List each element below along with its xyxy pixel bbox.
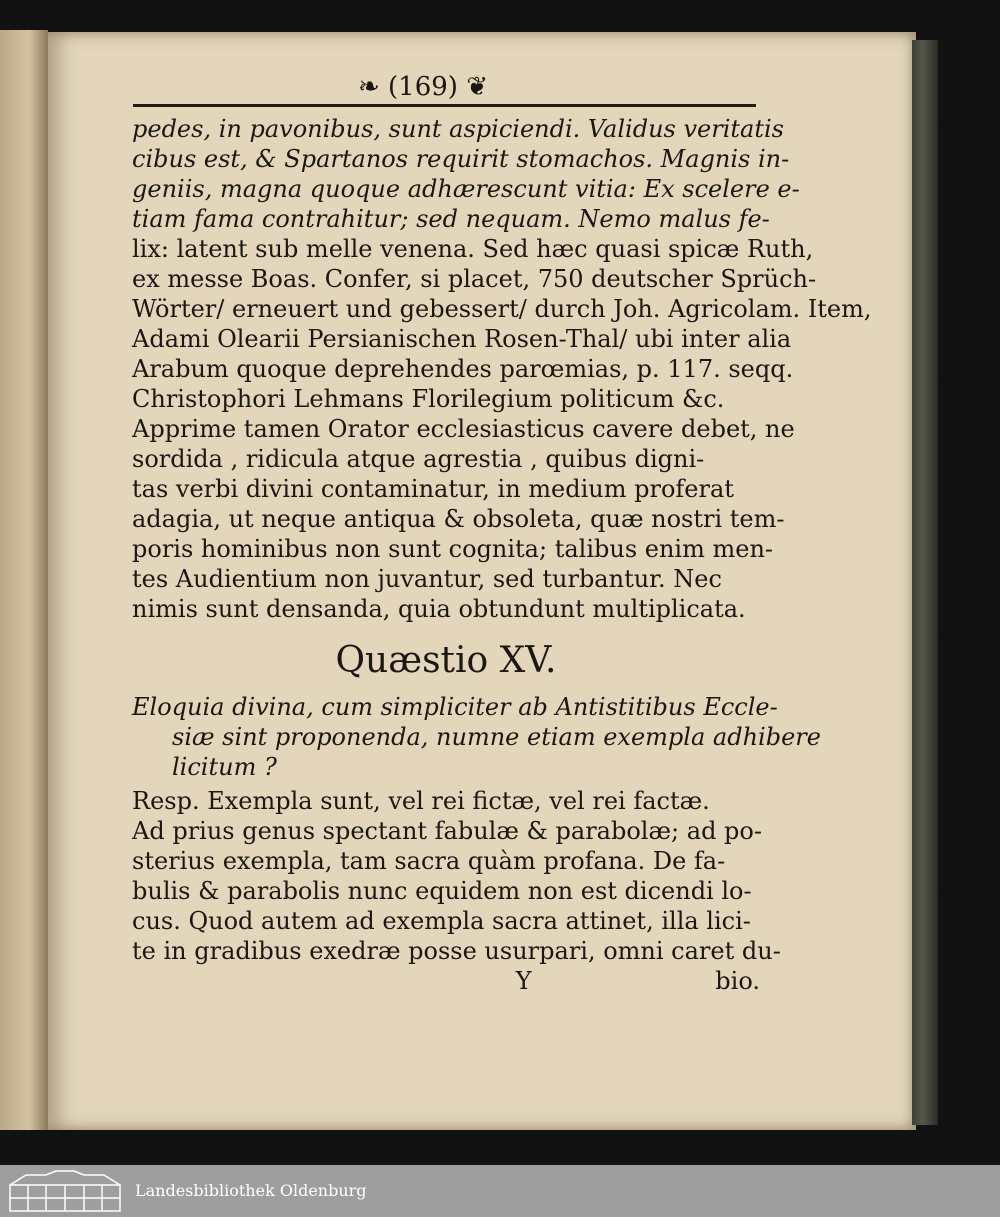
answer-line: cus. Quod autem ad exempla sacra attinet, illa lici- [132,907,751,935]
text-line: poris hominibus non sunt cognita; talibus enim men- [132,535,774,563]
answer-line: bulis & parabolis nunc equidem non est dicendi lo- [132,877,752,905]
signature-mark: Y [515,967,532,995]
text-line: nimis sunt densanda, quia obtundunt multiplicata. [132,595,746,623]
text-line: tas verbi divini contaminatur, in medium proferat [132,475,734,503]
question-line: siæ sint proponenda, numne etiam exempla adhibere [172,723,821,751]
text-line: cibus est, & Spartanos requirit stomachos. Magnis in- [132,145,790,173]
ornament-left-icon: ❧ [357,72,389,102]
page-number: (169) [388,72,458,102]
paragraph-main [132,114,872,624]
question-block [132,692,821,782]
answer-line: te in gradibus exedræ posse usurpari, omni caret du- [132,937,781,965]
page-header [90,72,756,106]
text-line: ex messe Boas. Confer, si placet, 750 deutscher Sprüch- [132,265,817,293]
answer-line: sterius exempla, tam sacra quàm profana. De fa- [132,847,726,875]
library-building-icon[interactable] [6,1169,124,1213]
text-line: Christophori Lehmans Florilegium politicum &c. [132,385,725,413]
text-line: pedes, in pavonibus, sunt aspiciendi. Validus veritatis [132,115,784,143]
text-line: adagia, ut neque antiqua & obsoleta, quæ nostri tem- [132,505,785,533]
text-line: sordida , ridicula atque agrestia , quibus digni- [132,445,705,473]
institution-name[interactable]: Landesbibliothek Oldenburg [135,1181,367,1200]
question-line: licitum ? [172,753,277,781]
answer-block [132,786,781,966]
text-line: lix: latent sub melle venena. Sed hæc quasi spicæ Ruth, [132,235,814,263]
text-line: tes Audientium non juvantur, sed turbantur. Nec [132,565,722,593]
catchword: bio. [715,967,760,995]
answer-line: Ad prius genus spectant fabulæ & parabolæ; ad po- [132,817,762,845]
page-body [132,114,872,996]
ornament-right-icon: ❦ [457,72,489,102]
text-line: Arabum quoque deprehendes parœmias, p. 117. seqq. [132,355,794,383]
text-line: tiam fama contrahitur; sed nequam. Nemo malus fe- [132,205,770,233]
text-line: Wörter/ erneuert und gebessert/ durch Joh. Agricolam. Item, [132,295,872,323]
text-line: geniis, magna quoque adhærescunt vitia: Ex scelere e- [132,175,800,203]
header-rule [133,104,756,111]
page-block-edge [912,40,938,1125]
text-line: Adami Olearii Persianischen Rosen-Thal/ ubi inter alia [132,325,792,353]
left-page-edge [0,30,48,1130]
page-foot [132,966,760,996]
text-line: Apprime tamen Orator ecclesiasticus cavere debet, ne [132,415,795,443]
footer-bar [0,1165,1000,1217]
question-line: Eloquia divina, cum simpliciter ab Antistitibus Eccle- [132,693,778,721]
section-heading: Quæstio XV. [335,640,557,681]
answer-line: Resp. Exempla sunt, vel rei fictæ, vel rei factæ. [132,787,710,815]
